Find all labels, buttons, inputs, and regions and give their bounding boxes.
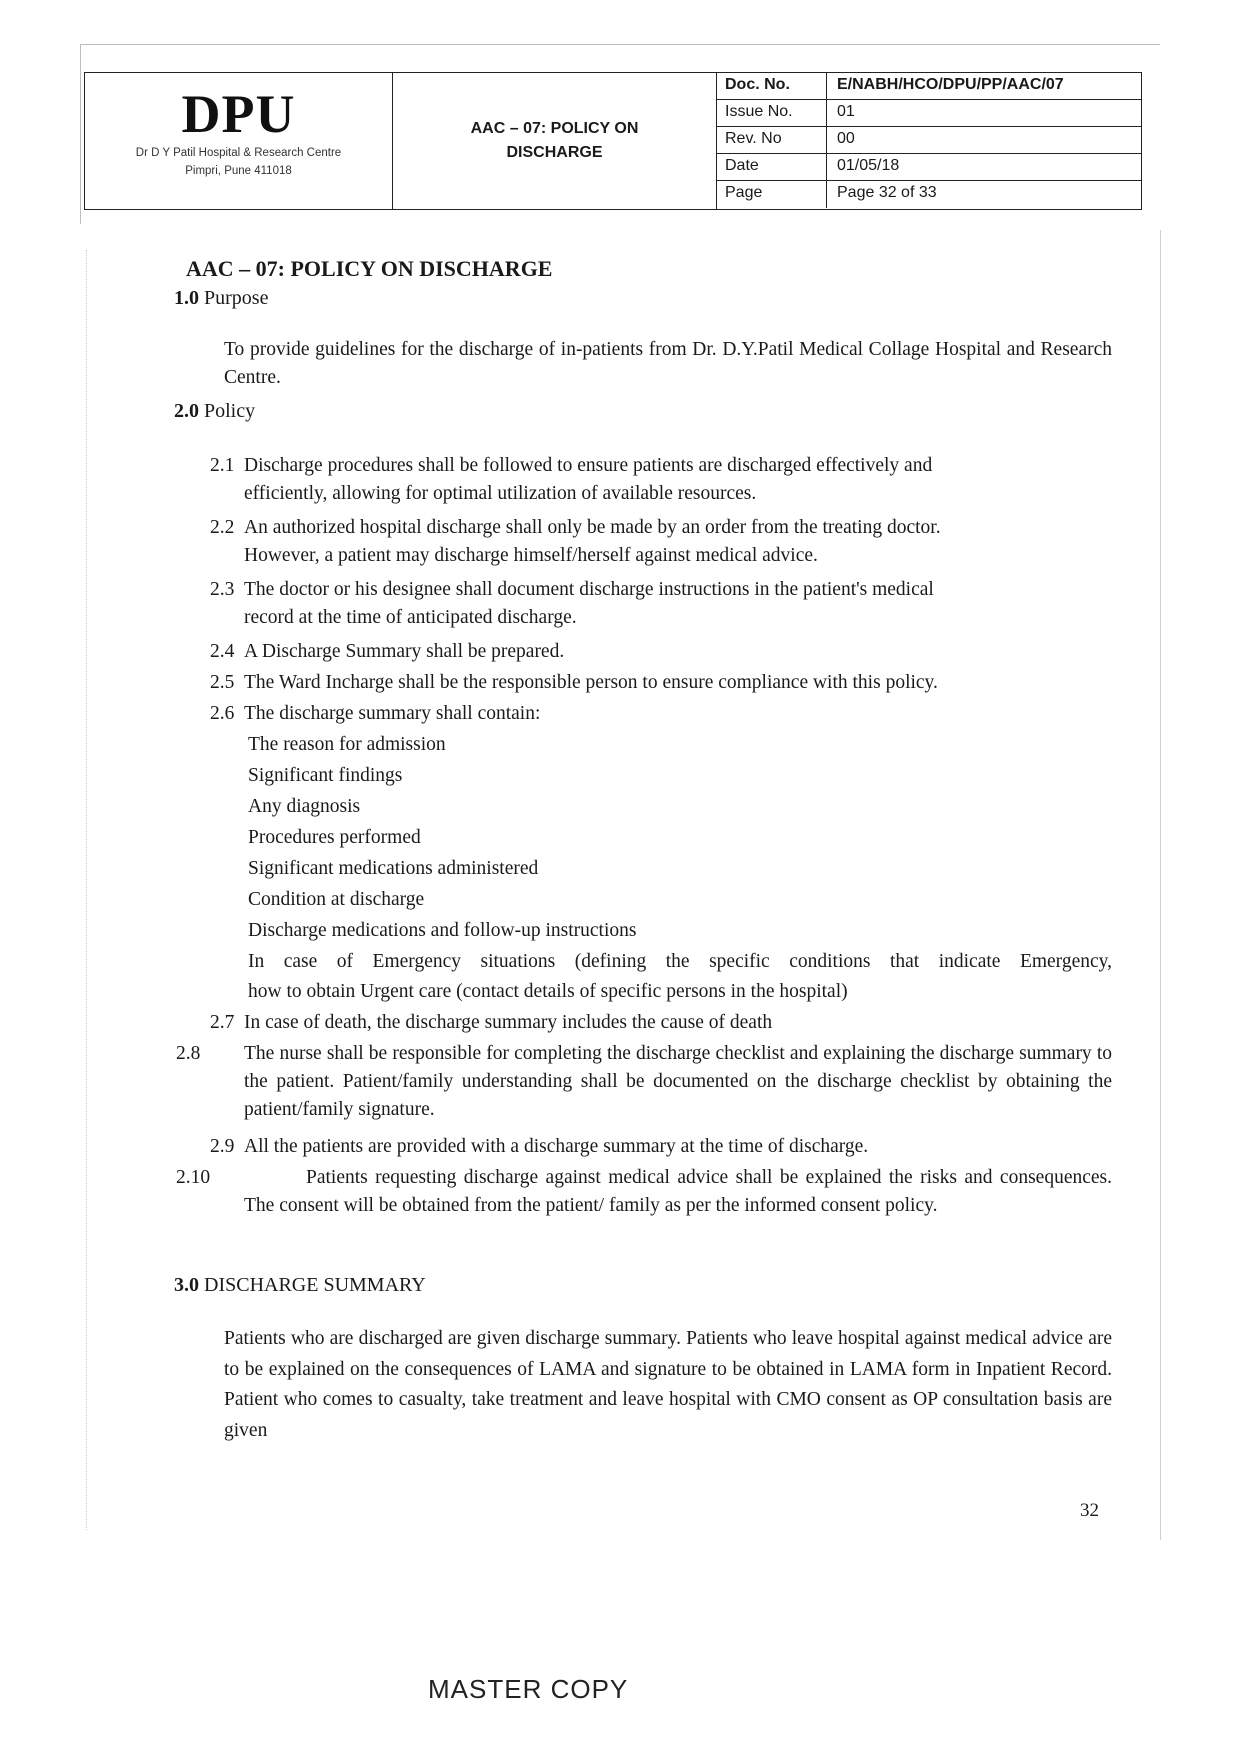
summary-content-item: how to obtain Urgent care (contact details of specific persons in the hospital) — [248, 981, 848, 1002]
summary-content-item: Procedures performed — [248, 827, 421, 848]
summary-content-item: In case of Emergency situations (defining the specific conditions that indicate Emergency, — [248, 951, 1112, 972]
summary-content-item: Significant medications administered — [248, 858, 539, 879]
meta-value: 00 — [837, 130, 855, 147]
scan-border-left-dotted — [86, 250, 87, 1530]
item-text: An authorized hospital discharge shall only be made by an order from the treating doctor. — [244, 517, 941, 538]
meta-row-rev-no — [717, 127, 1141, 154]
section-heading-purpose — [174, 287, 268, 310]
discharge-summary-paragraph: Patients who are discharged are given discharge summary. Patients who leave hospital against medical advice are to be explained on the consequences of LAMA and signature to be obtained in LAMA form in Inpatient Record. Patient who comes to casualty, take treatment and leave hospital with CMO consent as OP consultation basis are given — [224, 1328, 1112, 1441]
item-number: 2.1 — [210, 455, 235, 476]
item-number: 2.9 — [210, 1136, 235, 1157]
section-number: 3.0 — [174, 1274, 199, 1296]
section-number: 1.0 — [174, 287, 199, 309]
summary-content-item: The reason for admission — [248, 734, 446, 755]
item-number: 2.3 — [210, 579, 235, 600]
master-copy-stamp: MASTER COPY — [428, 1674, 629, 1704]
summary-content-item: Condition at discharge — [248, 889, 425, 910]
meta-row-page — [717, 181, 1141, 208]
section-title: DISCHARGE SUMMARY — [204, 1274, 426, 1296]
item-number: 2.10 — [176, 1167, 211, 1188]
meta-label: Doc. No. — [717, 73, 827, 99]
hospital-name: Dr D Y Patil Hospital & Research Centre — [135, 147, 342, 159]
summary-content-item: Discharge medications and follow-up instructions — [248, 920, 637, 941]
meta-row-issue-no — [717, 100, 1141, 127]
meta-value: 01 — [837, 103, 855, 120]
section-title: Purpose — [204, 287, 269, 309]
item-number: 2.6 — [210, 703, 235, 724]
policy-item-2-10 — [176, 1164, 1112, 1220]
meta-label: Date — [717, 154, 827, 180]
hospital-address: Pimpri, Pune 411018 — [185, 165, 292, 177]
policy-item-2-3 — [210, 576, 1112, 632]
meta-value: E/NABH/HCO/DPU/PP/AAC/07 — [837, 76, 1064, 93]
header-title: AAC – 07: POLICY ON DISCHARGE — [470, 120, 639, 161]
item-text: Patients requesting discharge against medical advice shall be explained the risks and consequences. The consent will be obtained from the patient/ family as per the informed consent policy. — [244, 1167, 1112, 1216]
document-header — [84, 72, 1142, 210]
policy-item-2-4 — [210, 638, 1112, 666]
scan-border-left — [80, 44, 81, 224]
summary-content-item: Any diagnosis — [248, 796, 361, 817]
item-text: The Ward Incharge shall be the responsible person to ensure compliance with this policy. — [244, 672, 938, 693]
summary-content-item: Significant findings — [248, 765, 403, 786]
item-text: A Discharge Summary shall be prepared. — [244, 641, 565, 662]
item-number: 2.5 — [210, 672, 235, 693]
meta-label: Issue No. — [717, 100, 827, 126]
document-heading: AAC – 07: POLICY ON DISCHARGE — [186, 256, 553, 281]
scan-border-top — [80, 44, 1160, 45]
scan-border-right — [1160, 230, 1161, 1540]
item-number: 2.4 — [210, 641, 235, 662]
item-text: In case of death, the discharge summary includes the cause of death — [244, 1012, 773, 1033]
item-text: The doctor or his designee shall document discharge instructions in the patient's medical — [244, 579, 934, 600]
item-number: 2.2 — [210, 517, 235, 538]
item-text-cont: record at the time of anticipated discharge. — [244, 607, 577, 628]
meta-value: Page 32 of 33 — [837, 184, 937, 201]
policy-item-2-6 — [210, 700, 1112, 728]
item-text-cont: However, a patient may discharge himself/herself against medical advice. — [244, 545, 818, 566]
meta-value: 01/05/18 — [837, 157, 900, 174]
item-text-cont: efficiently, allowing for optimal utilization of available resources. — [244, 483, 757, 504]
header-title-cell — [393, 73, 717, 209]
item-text: Discharge procedures shall be followed to ensure patients are discharged effectively and — [244, 455, 933, 476]
item-text: The discharge summary shall contain: — [244, 703, 541, 724]
section-number: 2.0 — [174, 400, 199, 422]
item-text: All the patients are provided with a discharge summary at the time of discharge. — [244, 1136, 869, 1157]
policy-item-2-5 — [210, 669, 1112, 697]
hospital-logo-cell — [85, 73, 393, 209]
policy-item-2-7 — [210, 1009, 1112, 1037]
item-number: 2.7 — [210, 1012, 235, 1033]
section-heading-policy — [174, 400, 255, 423]
document-meta-table — [717, 73, 1141, 209]
meta-row-date — [717, 154, 1141, 181]
item-text: The nurse shall be responsible for completing the discharge checklist and explaining the discharge summary to the patient. Patient/family understanding shall be documented on the discharge checklist by obtaining the patient/family signature. — [244, 1043, 1112, 1120]
policy-item-2-1 — [210, 452, 1112, 508]
meta-label: Rev. No — [717, 127, 827, 153]
policy-item-2-2 — [210, 514, 1112, 570]
item-number: 2.8 — [176, 1043, 201, 1064]
dpu-logo: DPU — [181, 84, 296, 144]
policy-item-2-9 — [210, 1133, 1112, 1161]
meta-row-doc-no — [717, 73, 1141, 100]
policy-item-2-8 — [176, 1040, 1112, 1124]
page-number: 32 — [1080, 1500, 1099, 1521]
section-heading-discharge-summary — [174, 1274, 426, 1297]
meta-label: Page — [717, 181, 827, 208]
purpose-paragraph: To provide guidelines for the discharge of in-patients from Dr. D.Y.Patil Medical Collage Hospital and Research Centre. — [224, 339, 1112, 388]
section-title: Policy — [204, 400, 256, 422]
